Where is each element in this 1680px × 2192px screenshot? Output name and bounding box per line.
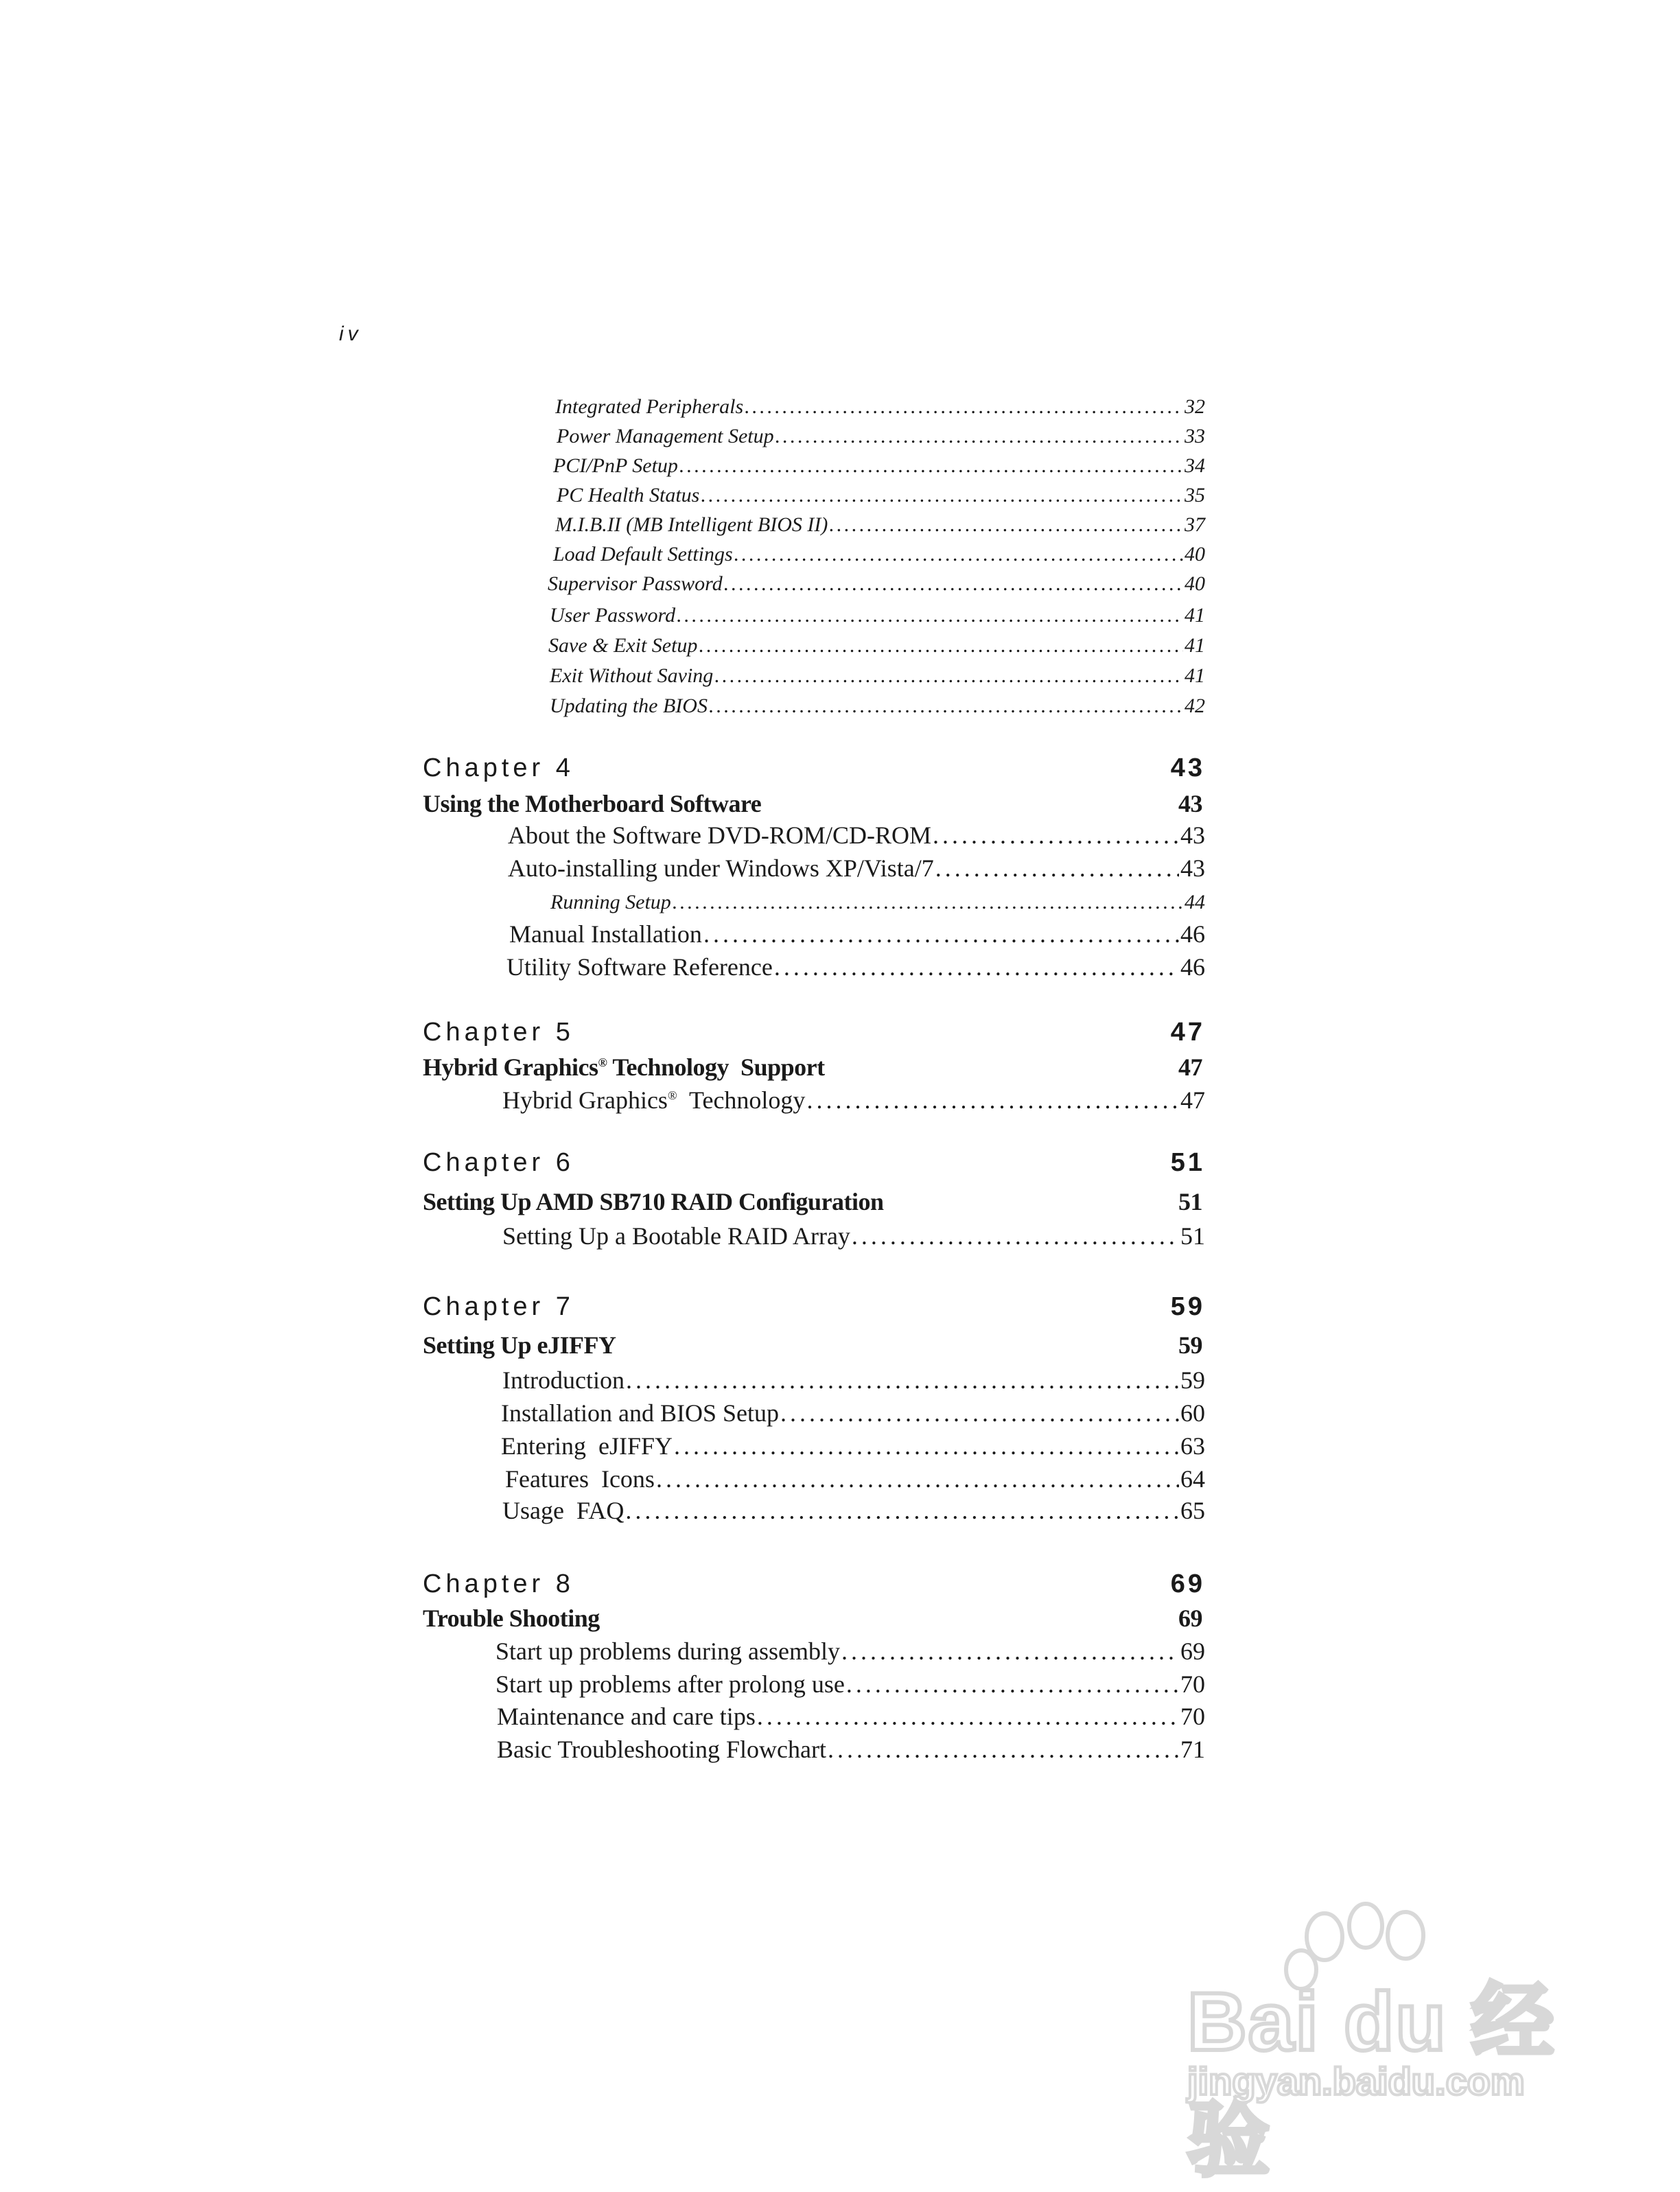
toc-entry-page: 42 — [1185, 695, 1205, 717]
toc-entry[interactable] — [508, 821, 1205, 850]
toc-entry[interactable] — [555, 395, 1205, 419]
toc-entry[interactable] — [505, 1465, 1205, 1493]
chapter-number: 69 — [1170, 1570, 1205, 1598]
toc-entry-title: Integrated Peripherals — [555, 395, 744, 418]
chapter-number: 47 — [1170, 1018, 1205, 1047]
dot-leader — [852, 1222, 1179, 1250]
chapter-title[interactable] — [423, 1604, 1205, 1633]
toc-entry-page: 40 — [1185, 572, 1205, 595]
dot-leader — [625, 1496, 1179, 1525]
toc-entry-page: 41 — [1185, 604, 1205, 627]
dot-leader — [829, 513, 1183, 537]
chapter-number: 51 — [1170, 1148, 1205, 1177]
toc-entry[interactable] — [509, 920, 1205, 948]
dot-leader — [935, 854, 1179, 883]
toc-entry-page: 43 — [1180, 854, 1205, 882]
toc-entry[interactable] — [497, 1735, 1205, 1764]
dot-leader — [757, 1702, 1179, 1731]
page-number: iv — [339, 323, 362, 345]
chapter-number: 59 — [1170, 1292, 1205, 1321]
toc-entry-title: Exit Without Saving — [550, 664, 714, 687]
dot-leader — [699, 634, 1183, 657]
toc-entry-page: 33 — [1185, 425, 1205, 447]
toc-entry-title: Features Icons — [505, 1465, 655, 1493]
dot-leader — [677, 604, 1183, 627]
toc-entry-page: 71 — [1180, 1736, 1205, 1763]
toc-entry-page: 47 — [1180, 1086, 1205, 1114]
toc-entry[interactable] — [557, 484, 1205, 507]
chapter-label: Chapter 8 — [423, 1570, 574, 1598]
toc-entry-title: User Password — [550, 604, 676, 627]
toc-entry-page: 64 — [1180, 1465, 1205, 1493]
dot-leader — [775, 425, 1183, 448]
chapter-title-page: 43 — [1178, 790, 1202, 817]
toc-entry[interactable] — [506, 953, 1205, 981]
toc-entry[interactable] — [502, 1366, 1205, 1395]
chapter-title-text: Setting Up AMD SB710 RAID Configuration — [423, 1188, 884, 1215]
toc-entry-page: 65 — [1180, 1497, 1205, 1524]
toc-entry-title: Entering eJIFFY — [501, 1432, 673, 1460]
chapter-label: Chapter 5 — [423, 1018, 574, 1047]
dot-leader — [780, 1399, 1179, 1427]
toc-entry-page: 46 — [1180, 920, 1205, 948]
toc-entry-page: 37 — [1185, 513, 1205, 536]
dot-leader — [714, 664, 1183, 688]
toc-entry-title: Maintenance and care tips — [497, 1703, 756, 1730]
dot-leader — [806, 1086, 1179, 1115]
dot-leader — [703, 920, 1179, 948]
toc-entry-page: 69 — [1180, 1637, 1205, 1665]
dot-leader — [724, 572, 1183, 596]
toc-entry-title: Save & Exit Setup — [548, 634, 698, 657]
chapter-label: Chapter 6 — [423, 1148, 574, 1177]
chapter-label: Chapter 4 — [423, 754, 574, 782]
toc-entry-title: Start up problems during assembly — [495, 1637, 840, 1665]
toc-entry-page: 60 — [1180, 1399, 1205, 1427]
chapter-title-text: Using the Motherboard Software — [423, 790, 762, 817]
toc-entry-page: 59 — [1180, 1366, 1205, 1394]
dot-leader — [828, 1735, 1179, 1764]
chapter-title[interactable] — [423, 1331, 1205, 1360]
chapter-number: 43 — [1170, 754, 1205, 782]
toc-entry-title: About the Software DVD-ROM/CD-ROM — [508, 821, 931, 849]
toc-entry[interactable] — [548, 634, 1205, 657]
toc-entry-page: 46 — [1180, 953, 1205, 981]
table-of-contents — [423, 0, 1205, 2174]
dot-leader — [679, 454, 1183, 478]
toc-entry-title: PCI/PnP Setup — [553, 454, 678, 477]
toc-entry-page: 70 — [1180, 1703, 1205, 1730]
toc-entry-page: 40 — [1185, 543, 1205, 566]
toc-entry-title: Auto-installing under Windows XP/Vista/7 — [508, 854, 934, 882]
toc-entry-page: 41 — [1185, 634, 1205, 657]
toc-entry[interactable] — [502, 1222, 1205, 1250]
toc-entry-title: Hybrid Graphics® Technology — [502, 1086, 806, 1114]
dot-leader — [774, 953, 1179, 981]
toc-entry-page: 43 — [1180, 821, 1205, 849]
toc-entry[interactable] — [550, 604, 1205, 627]
toc-entry-title: Power Management Setup — [557, 425, 774, 447]
toc-entry-title: Utility Software Reference — [506, 953, 773, 981]
chapter-heading[interactable] — [423, 1292, 1205, 1322]
chapter-title-page: 59 — [1178, 1331, 1202, 1359]
toc-entry[interactable] — [553, 543, 1205, 566]
dot-leader — [745, 395, 1183, 419]
toc-entry[interactable] — [553, 454, 1205, 478]
chapter-title-page: 47 — [1178, 1053, 1202, 1081]
dot-leader — [846, 1670, 1179, 1699]
dot-leader — [656, 1465, 1179, 1493]
toc-entry[interactable] — [497, 1702, 1205, 1731]
dot-leader — [701, 484, 1183, 507]
dot-leader — [673, 891, 1183, 914]
chapter-title-page: 69 — [1178, 1605, 1202, 1632]
toc-entry[interactable] — [550, 891, 1205, 914]
dot-leader — [933, 821, 1179, 850]
toc-entry-page: 51 — [1180, 1222, 1205, 1250]
toc-entry[interactable] — [508, 854, 1205, 883]
toc-entry[interactable] — [501, 1399, 1205, 1427]
chapter-heading[interactable] — [423, 754, 1205, 783]
chapter-title-text: Setting Up eJIFFY — [423, 1331, 616, 1359]
chapter-heading[interactable] — [423, 1570, 1205, 1599]
toc-entry[interactable] — [557, 425, 1205, 448]
toc-entry-title: Introduction — [502, 1366, 625, 1394]
toc-entry-title: Basic Troubleshooting Flowchart — [497, 1736, 827, 1763]
dot-leader — [841, 1637, 1179, 1666]
toc-entry-page: 35 — [1185, 484, 1205, 506]
toc-entry[interactable] — [502, 1086, 1205, 1115]
toc-entry-title: Updating the BIOS — [550, 695, 708, 717]
chapter-title[interactable] — [423, 1053, 1205, 1082]
toc-entry-title: Installation and BIOS Setup — [501, 1399, 779, 1427]
toc-entry-page: 63 — [1180, 1432, 1205, 1460]
dot-leader — [674, 1432, 1179, 1460]
chapter-title-text: Trouble Shooting — [423, 1605, 600, 1632]
chapter-heading[interactable] — [423, 1018, 1205, 1047]
toc-entry-title: M.I.B.II (MB Intelligent BIOS II) — [555, 513, 828, 536]
dot-leader — [709, 695, 1183, 718]
toc-entry-title: Usage FAQ — [502, 1497, 625, 1524]
chapter-title-text: Hybrid Graphics® Technology Support — [423, 1053, 825, 1081]
watermark-url: jingyan.baidu.com — [1187, 2060, 1525, 2103]
toc-entry-page: 34 — [1185, 454, 1205, 477]
toc-entry-title: Load Default Settings — [553, 543, 733, 566]
chapter-heading[interactable] — [423, 1148, 1205, 1178]
chapter-title[interactable] — [423, 789, 1205, 818]
toc-entry-title: Setting Up a Bootable RAID Array — [502, 1222, 850, 1250]
chapter-title[interactable] — [423, 1187, 1205, 1216]
toc-entry-page: 41 — [1185, 664, 1205, 687]
toc-entry-title: Manual Installation — [509, 920, 702, 948]
toc-entry[interactable] — [550, 664, 1205, 688]
chapter-title-page: 51 — [1178, 1188, 1202, 1215]
toc-entry-title: Supervisor Password — [548, 572, 723, 595]
toc-entry-page: 32 — [1185, 395, 1205, 418]
toc-entry-page: 44 — [1185, 891, 1205, 913]
toc-entry-title: PC Health Status — [557, 484, 700, 506]
toc-entry-title: Start up problems after prolong use — [495, 1670, 845, 1698]
toc-entry[interactable] — [555, 513, 1205, 537]
toc-entry[interactable] — [550, 695, 1205, 718]
dot-leader — [734, 543, 1183, 566]
watermark-logo-text: Bai du 经验 — [1187, 1976, 1556, 2186]
toc-entry[interactable] — [548, 572, 1205, 596]
toc-entry-page: 70 — [1180, 1670, 1205, 1698]
chapter-label: Chapter 7 — [423, 1292, 574, 1321]
toc-entry[interactable] — [502, 1496, 1205, 1525]
toc-entry-title: Running Setup — [550, 891, 671, 913]
toc-entry[interactable] — [501, 1432, 1205, 1460]
toc-entry[interactable] — [495, 1637, 1205, 1666]
dot-leader — [626, 1366, 1179, 1395]
baidu-watermark — [1167, 1894, 1578, 2186]
toc-entry[interactable] — [495, 1670, 1205, 1699]
